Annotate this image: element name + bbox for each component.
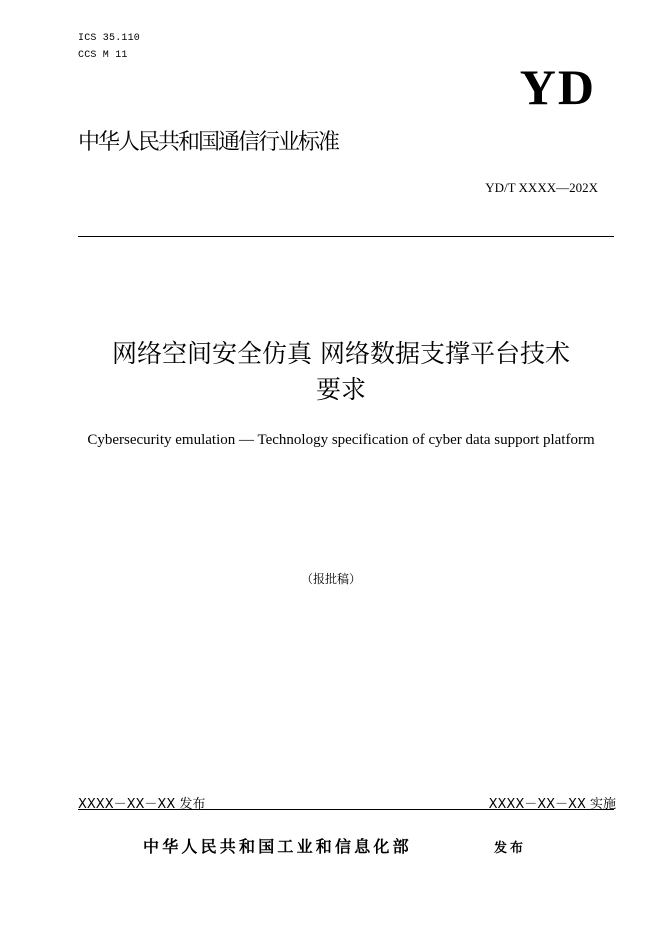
title-line-2: 要求 — [315, 375, 366, 404]
ics-code: ICS 35.110 — [78, 33, 141, 44]
footer-divider — [78, 809, 614, 810]
standard-number: YD/T XXXX—202X — [485, 180, 598, 195]
issuing-ministry: 中华人民共和国工业和信息化部 — [143, 837, 412, 856]
standard-logo: YD — [519, 59, 596, 115]
english-title: Cybersecurity emulation — Technology specification of cyber data support platform — [87, 432, 595, 448]
document-title — [62, 336, 620, 408]
ccs-code: CCS M 11 — [78, 50, 128, 61]
implement-date: XXXX－XX－XX 实施 — [488, 797, 616, 812]
title-line-1: 网络空间安全仿真 网络数据支撑平台技术 — [112, 339, 570, 368]
publish-date: XXXX－XX－XX 发布 — [78, 797, 206, 812]
organization-title: 中华人民共和国通信行业标准 — [78, 130, 339, 155]
header-divider — [78, 236, 614, 237]
publish-label: 发布 — [494, 841, 527, 856]
draft-stage: （报批稿） — [300, 572, 361, 586]
